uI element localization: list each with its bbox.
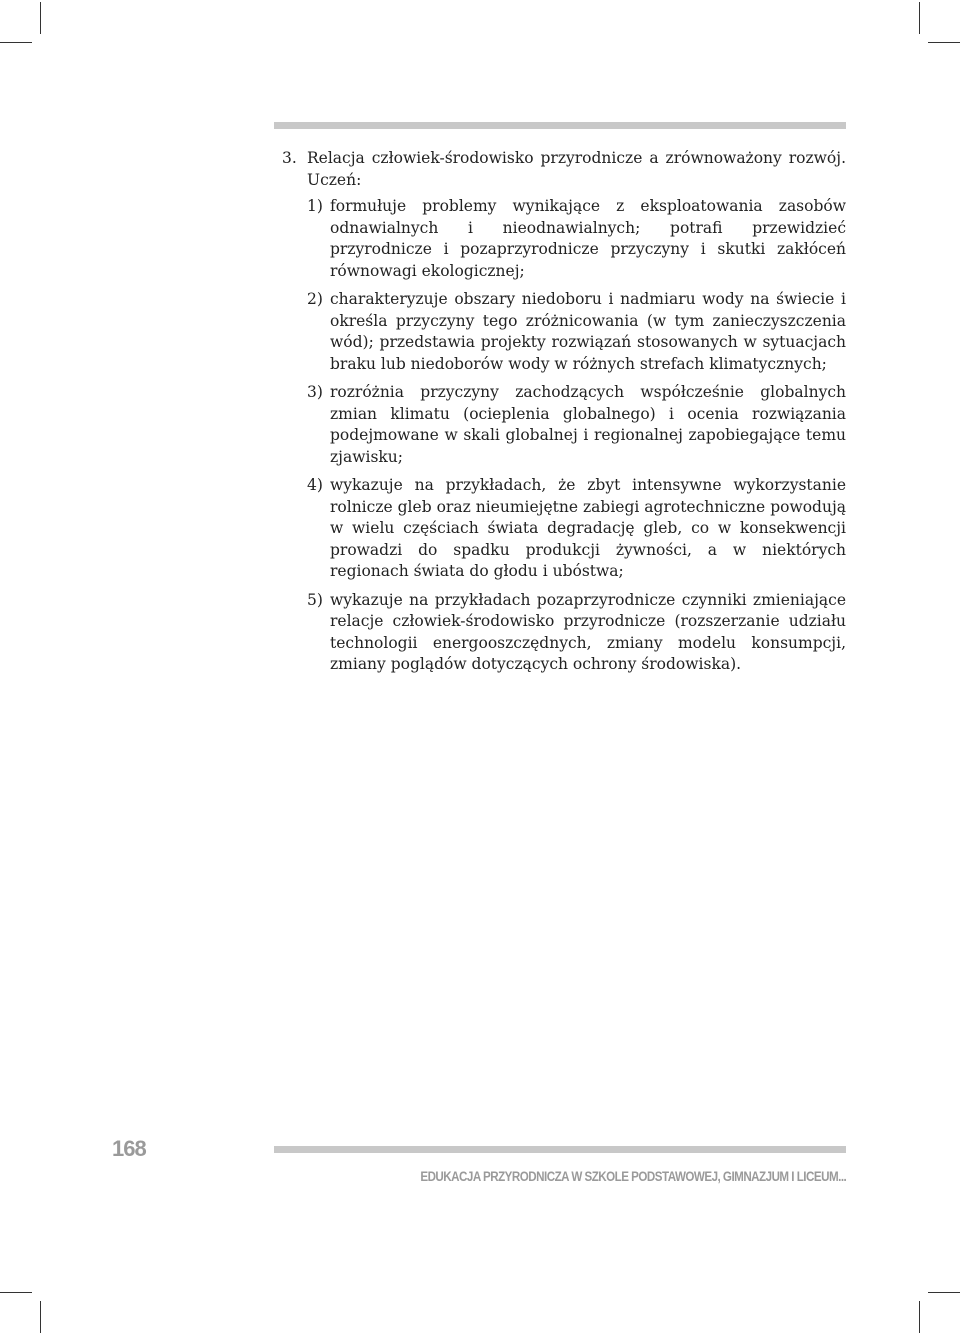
list-item-text: wykazuje na przykładach pozaprzyrodnicze czynniki zmieniające relacje człowiek-środowisko przyrodnicze (rozszerzanie udziału technologii energooszczędnych, zmiany modelu konsumpcji, zmiany poglądów dotyczących ochrony środowiska). [330,590,846,673]
section-number: 3. [282,149,297,167]
section-title: Relacja człowiek-środowisko przyrodnicze a zrównoważony rozwój. [307,149,846,167]
crop-mark [919,1301,920,1333]
section-intro: Uczeń: [307,170,362,189]
footer-rule [274,1146,846,1153]
curriculum-section [282,148,846,683]
crop-mark [40,1301,41,1333]
list-item [307,196,846,282]
list-item [307,590,846,676]
header-rule [274,122,846,129]
page-number: 168 [112,1136,146,1161]
crop-mark [928,1292,960,1293]
list-item-number: 5) [307,590,323,609]
list-item-text: charakteryzuje obszary niedoboru i nadmiaru wody na świecie i określa przyczyny tego zróżnicowania (w tym zanieczyszczenia wód); przedstawia projekty rozwiązań stosowanych w sytuacjach braku lub niedoborów wody w różnych strefach klimatycznych; [330,290,846,373]
crop-mark [40,2,41,34]
list-item-number: 2) [307,290,323,308]
list-item [307,382,846,468]
crop-mark [0,42,32,43]
list-item-number: 4) [307,476,323,494]
list-item [307,475,846,583]
section-heading [282,148,846,170]
list-item-number: 3) [307,383,323,401]
crop-mark [919,2,920,34]
list-item-text: rozróżnia przyczyny zachodzących współcześnie globalnych zmian klimatu (ocieplenia globalnego) i ocenia rozwiązania podejmowane w skali globalnej i regionalnej zapobiegające temu zjawisku; [330,383,846,466]
crop-mark [0,1292,32,1293]
list-item [307,289,846,375]
list-item-text: wykazuje na przykładach, że zbyt intensywne wykorzystanie rolnicze gleb oraz nieumiejętne zabiegi agrotechniczne powodują w wielu częściach świata degradację gleb, co w konsekwencji prowadzi do spadku produkcji żywności, a w niektórych regionach świata do głodu i ubóstwa; [330,476,846,580]
list-item-number: 1) [307,197,323,215]
list-item-text: formułuje problemy wynikające z eksploatowania zasobów odnawialnych i nieodnawialnych; potrafi przewidzieć przyrodnicze i pozaprzyrodnicze przyczyny i skutki zakłóceń równowagi ekologicznej; [330,197,846,280]
crop-mark [928,42,960,43]
footer-title: EDUKACJA PRZYRODNICZA W SZKOLE PODSTAWOWEJ, GIMNAZJUM I LICEUM... [420,1169,846,1184]
